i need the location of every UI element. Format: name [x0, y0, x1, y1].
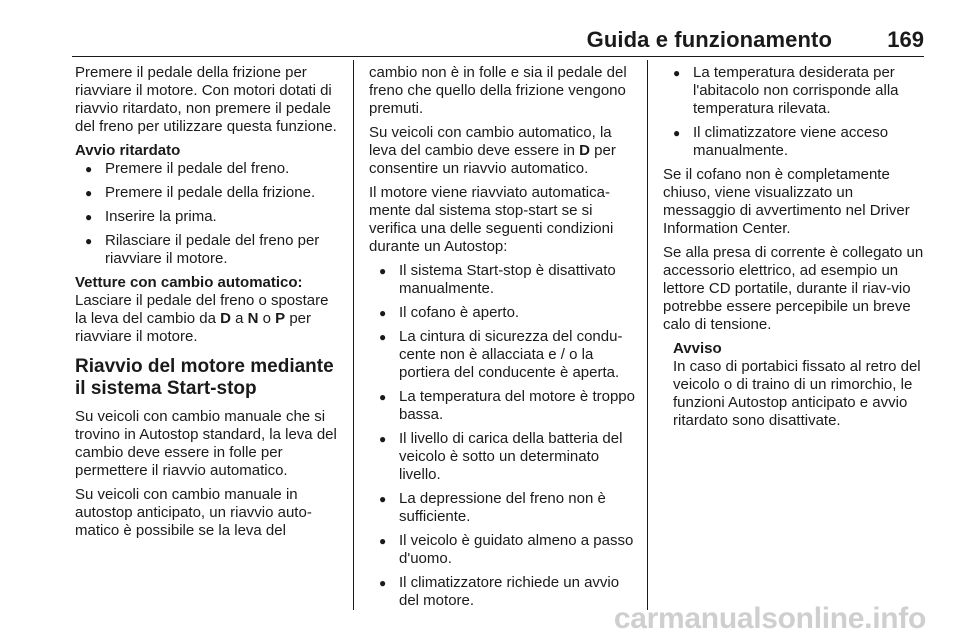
gear-d: D — [579, 142, 590, 159]
list-item: ● Il climatizzatore richiede un avvio del motore. — [369, 574, 635, 610]
column-divider-1 — [353, 60, 354, 610]
gear-d: D — [220, 310, 231, 327]
notice-box — [673, 340, 929, 430]
bullet-list-restart-conditions — [369, 262, 635, 610]
list-item: ● Il veicolo è guidato almeno a passo d'uomo. — [369, 532, 635, 568]
list-item: ● Premere il pedale del freno. — [75, 160, 341, 178]
paragraph: Se il cofano non è completamente chiuso, viene visualizzato un messaggio di avvertimento nel Driver Information Center. — [663, 166, 910, 237]
page-number: 169 — [887, 27, 924, 52]
text: Su veicoli con cambio automatico, la leva del cambio deve essere in — [369, 124, 612, 159]
list-item: ● Premere il pedale della frizione. — [75, 184, 341, 202]
list-item: ● Inserire la prima. — [75, 208, 341, 226]
column-divider-2 — [647, 60, 648, 610]
gear-p: P — [275, 310, 286, 327]
column-1 — [75, 64, 341, 546]
paragraph: Premere il pedale della frizione per riavviare il motore. Con motori dotati di riavvio ritardato, non premere il pedale del freno per utilizzare questa funzione. — [75, 64, 337, 135]
notice-text: In caso di portabici fissato al retro del veicolo o di traino di un rimorchio, le funzioni Autostop anticipato e avvio ritardato sono disattivate. — [673, 358, 921, 429]
list-item: ● Il cofano è aperto. — [369, 304, 635, 322]
bullet-list-delayed-start — [75, 160, 341, 268]
text: o — [258, 310, 276, 327]
list-item: ● La cintura di sicurezza del condu-cente non è allacciata e / o la portiera del conducente è aperta. — [369, 328, 635, 382]
column-2 — [369, 64, 635, 616]
paragraph: Se alla presa di corrente è collegato un accessorio elettrico, ad esempio un lettore CD portatile, durante il riav-vio potrebbe essere percepibile un breve calo di tensione. — [663, 244, 924, 333]
list-item: ● Il sistema Start-stop è disattivato manualmente. — [369, 262, 635, 298]
paragraph — [369, 124, 635, 178]
paragraph: Su veicoli con cambio manuale che si trovino in Autostop standard, la leva del cambio deve essere in folle per permettere il riavvio automatico. — [75, 408, 337, 479]
list-item: ● Rilasciare il pedale del freno per riavviare il motore. — [75, 232, 341, 268]
list-item: ● La temperatura del motore è troppo bassa. — [369, 388, 635, 424]
subheading-delayed-start: Avvio ritardato — [75, 142, 181, 159]
text: per consentire un riavvio automatico. — [369, 142, 616, 177]
list-item: ● Il climatizzatore viene acceso manualmente. — [663, 124, 929, 160]
paragraph-automatic — [75, 274, 341, 346]
page-header — [72, 27, 924, 51]
list-item: ● La depressione del freno non è sufficiente. — [369, 490, 635, 526]
list-item: ● Il livello di carica della batteria del veicolo è sotto un determinato livello. — [369, 430, 635, 484]
text: per riavviare il motore. — [75, 310, 312, 345]
subheading-automatic: Vetture con cambio automatico: — [75, 274, 303, 291]
paragraph: Il motore viene riavviato automatica-mente dal sistema stop-start se si verifica una delle seguenti condizioni durante un Autostop: — [369, 184, 614, 255]
text: Lasciare il pedale del freno o spostare la leva del cambio da — [75, 292, 329, 327]
paragraph: cambio non è in folle e sia il pedale del freno che quello della frizione vengono premuti. — [369, 64, 627, 117]
header-divider — [72, 56, 924, 57]
paragraph: Su veicoli con cambio manuale in autostop anticipato, un riavvio auto-matico è possibile se la leva del — [75, 486, 312, 539]
section-heading: Riavvio del motore mediante il sistema Start-stop — [75, 356, 334, 399]
text: a — [230, 310, 248, 327]
watermark: carmanualsonline.info — [613, 602, 926, 635]
section-title: Guida e funzionamento — [586, 27, 832, 52]
gear-n: N — [247, 310, 259, 327]
bullet-list-continued — [663, 64, 929, 160]
notice-title: Avviso — [673, 340, 722, 357]
list-item: ● La temperatura desiderata per l'abitacolo non corrisponde alla temperatura rilevata. — [663, 64, 929, 118]
column-3 — [663, 64, 929, 430]
